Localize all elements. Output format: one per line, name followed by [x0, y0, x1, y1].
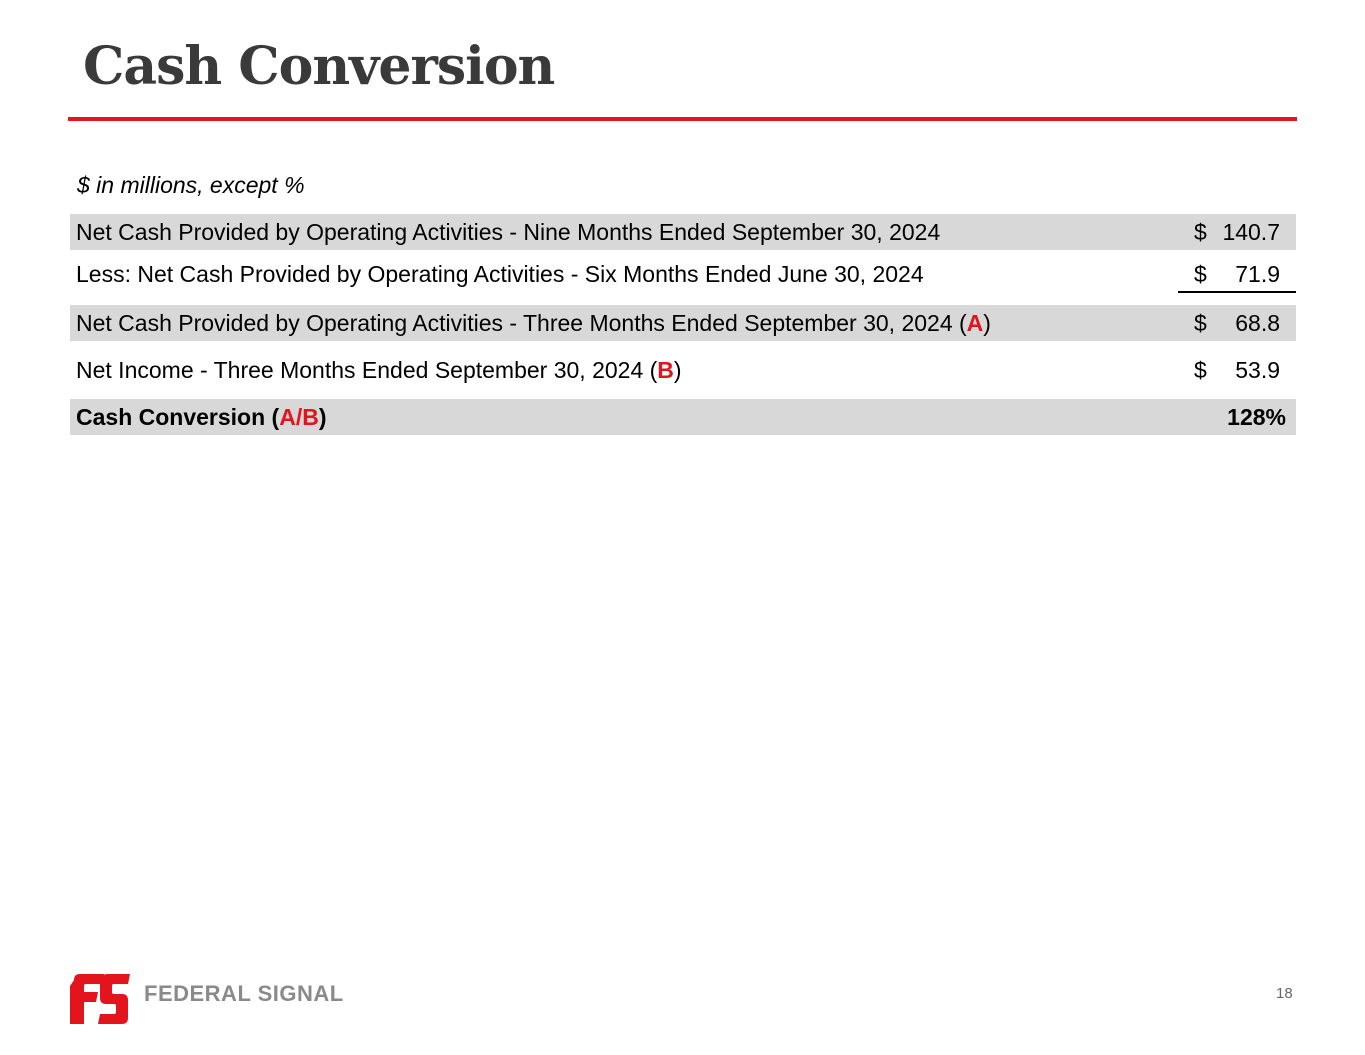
row-label-text: Net Income - Three Months Ended September 30, 2024 (	[76, 356, 658, 383]
federal-signal-fs-logo-icon	[68, 972, 132, 1027]
table-row	[70, 305, 1296, 341]
row-label-text: Cash Conversion (	[76, 403, 280, 430]
marker-b: B	[657, 356, 674, 383]
row-value-percent: 128%	[1227, 403, 1286, 430]
slide-title: Cash Conversion	[83, 36, 555, 97]
marker-ab: A/B	[279, 403, 319, 430]
row-currency: $	[1194, 356, 1207, 383]
units-note: $ in millions, except %	[77, 172, 305, 198]
row-label-text: Net Cash Provided by Operating Activities - Three Months Ended September 30, 2024 (	[76, 309, 967, 336]
row-value: 53.9	[1235, 356, 1280, 383]
table-row-total	[70, 399, 1296, 435]
table-row	[70, 256, 1296, 292]
row-label-suffix: )	[318, 403, 327, 430]
row-label: Less: Net Cash Provided by Operating Activities - Six Months Ended June 30, 2024	[76, 260, 924, 287]
row-label-suffix: )	[673, 356, 682, 383]
row-label	[70, 404, 327, 431]
title-divider	[68, 117, 1297, 121]
row-currency: $	[1194, 309, 1207, 336]
row-label: Net Cash Provided by Operating Activities - Nine Months Ended September 30, 2024	[76, 218, 941, 245]
marker-a: A	[966, 309, 984, 336]
row-value: 140.7	[1222, 218, 1280, 245]
page-number: 18	[1276, 985, 1293, 1002]
subtotal-underline	[1178, 291, 1296, 293]
footer-logo	[68, 972, 352, 1027]
logo-wordmark: FEDERAL SIGNAL	[144, 981, 344, 1006]
row-label	[70, 357, 682, 384]
row-currency: $	[1194, 218, 1207, 245]
row-value: 71.9	[1235, 260, 1280, 287]
row-label-suffix: )	[983, 309, 991, 336]
row-value: 68.8	[1235, 309, 1280, 336]
row-currency: $	[1194, 260, 1207, 287]
table-row	[70, 352, 1296, 388]
row-label	[70, 310, 991, 337]
table-row	[70, 214, 1296, 250]
